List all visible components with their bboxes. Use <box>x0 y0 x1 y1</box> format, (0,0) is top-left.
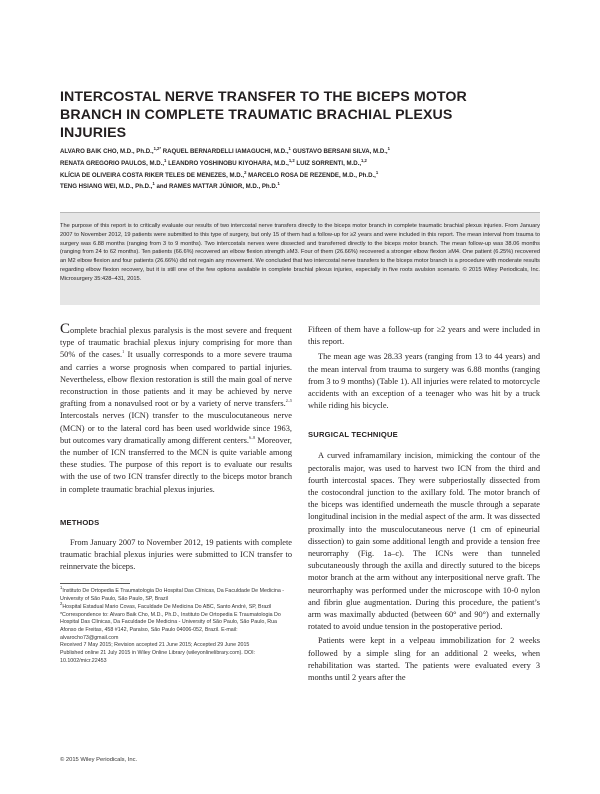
citation: 6–8 <box>248 435 256 441</box>
right-column <box>308 324 540 684</box>
surgical-technique-heading: SURGICAL TECHNIQUE <box>308 430 398 440</box>
correspondence-note: *Correspondence to: Alvaro Baik Cho, M.D., Ph.D., Instituto De Ortopedia E Traumatologia Do Hospital Das Clínicas, Da Faculdade De Medicina - University of São Paulo, São Paulo, Rua Afonso de Freitas, 458 #142, Paraíso, São Paulo 04006-052, Brazil. E-mail: alvarocho73@gmail.com <box>60 611 281 641</box>
footnotes <box>60 585 292 665</box>
author-name: GUSTAVO BERSANI SILVA, M.D., <box>290 148 388 155</box>
methods-paragraph: Fifteen of them have a follow-up for ≥2 years and were included in this report. <box>308 325 540 347</box>
author-name: LEANDRO YOSHINOBU KIYOHARA, M.D., <box>166 159 289 167</box>
abstract-text: The purpose of this report is to critically evaluate our results of two intercostal nerve transfers directly to the biceps motor branch in complete traumatic brachial plexus injuries. From January 2007 to November 2012, 19 patients were submitted to this type of surgery, but only 15 of them had a follow-up for ≥2 years and were included in this report. The mean interval from trauma to surgery was 6.88 months (ranging from 3 to 9 months). Two intercostals nerves were dissected and transferred directly to the biceps motor branch. The mean follow-up was 38.06 months (ranging from 24 to 62 months). Ten patients (66.6%) recovered an elbow flexion strength ≥M3. Four of them (26.66%) recovered a stronger elbow flexion ≥M4. One patient (6.25%) recovered an M2 elbow flexion and four patients (26.66%) did not regain any movement. We concluded that two intercostal nerve transfers to the biceps motor branch is a procedure with moderate results regarding elbow flexion recovery, but it is still one of the few options available in complete brachial plexus injuries, especially in five roots avulsion scenario. © 2015 Wiley Periodicals, Inc. Microsurgery 35:428–431, 2015. <box>60 223 540 282</box>
copyright-line: © 2015 Wiley Periodicals, Inc. <box>60 757 138 763</box>
methods-heading: METHODS <box>60 517 100 527</box>
author-name: LUIZ SORRENTI, M.D., <box>294 159 362 167</box>
citation: 1 <box>122 349 125 355</box>
drop-cap: C <box>60 321 71 337</box>
author-name: and RAMES MATTAR JÚNIOR, M.D., Ph.D. <box>154 183 278 191</box>
affiliation-marker: 1 <box>387 145 390 151</box>
author-list <box>60 146 540 193</box>
affiliation-marker: 1 <box>288 145 291 151</box>
affiliation-marker: 1 <box>164 157 167 163</box>
methods-paragraph: From January 2007 to November 2012, 19 patients with complete traumatic brachial plexus injuries were submitted to ICN transfer to reinnervate the biceps. <box>60 537 292 572</box>
affiliation-marker: 2 <box>244 169 247 175</box>
introduction-paragraph: Complete brachial plexus paralysis is the most severe and frequent type of traumatic brachial plexus injury comprising for more than 50% of the cases.$^1$ It usually corresponds to a more severe trauma and carries a worse prognosis when compared to partial injuries. Nevertheless, elbow flexion restoration is still the main goal of nerve reconstruction in those patients and it may be achieved by nerve grafting from a nonavulsed root or by a variety of nerve transfers.$^{2-5}$ Intercostals nerves (ICN) transfer to the musculocutaneous nerve (MCN) or to the lateral cord has been used worldwide since 1963, but outcomes vary dramatically among different centers.$^{6-8}$ Moreover, the number of ICN transferred to the MCN is quite variable among these studies. The purpose of this report is to evaluate our results with the use of two ICN transfer directly to the biceps motor branch in complete traumatic brachial plexus injuries. <box>60 321 293 494</box>
surgical-paragraph: A curved inframamilary incision, mimicking the contour of the pectoralis major, was used to harvest two ICN from the third and fourth intercostal spaces. They were subperiostally dissected from the costocondral junction to the axillary fold. The motor branch of the biceps was identified underneath the muscle through a separate longitudinal incision in the medial aspect of the arm. It was dissected proximally into the musculocutaneous nerve (1 cm of epineurial dissection) to gain some additional length and provide a tension free neurorraphy (Fig. 1a–c). The ICNs were than tunneled subcutaneously through the axilla and directly sutured to the biceps motor branch at the arm without any interpositional nerve graft. The neurorrhaphy was performed under the microscope with 10-0 nylon and fibrin glue augmentation. During this procedure, the patient’s arm was maximally abducted (between 60° and 90°) and externally rotated to avoid undue tension in the postoperative period. <box>308 451 540 632</box>
author-name: TENG HSIANG WEI, M.D., Ph.D., <box>60 183 153 191</box>
affiliation-marker: 1,2 <box>361 157 367 163</box>
surgical-paragraph: Patients were kept in a velpeau immobilization for 2 weeks followed by a simple sling for an additional 2 weeks, when rehabilitation was started. The patients were evaluated every 3 months until 2 years after the <box>308 636 540 683</box>
article-title: INTERCOSTAL NERVE TRANSFER TO THE BICEPS MOTOR BRANCH IN COMPLETE TRAUMATIC BRACHIAL PLEXUS INJURIES <box>60 89 467 141</box>
author-name: RAQUEL BERNARDELLI IAMAGUCHI, M.D., <box>161 148 289 155</box>
author-name: MARCELO ROSA DE REZENDE, M.D., Ph.D., <box>246 171 376 179</box>
author-name: ALVARO BAIK CHO, M.D., Ph.D., <box>60 148 154 155</box>
author-name: KLÍCIA DE OLIVEIRA COSTA RIKER TELES DE MENEZES, M.D., <box>60 171 245 179</box>
affiliation-marker: 1,2 <box>288 157 295 163</box>
affiliation-marker: 1 <box>277 181 280 187</box>
affiliation-marker: 1 <box>152 181 155 187</box>
affiliation-marker: 1,2* <box>153 145 162 151</box>
left-column <box>60 321 293 665</box>
affiliation-note: $^2$Hospital Estadual Mario Covas, Faculdade De Medicina Do ABC, Santo André, SP, Brazil <box>60 601 272 610</box>
affiliation-note: $^1$Instituto De Ortopedia E Traumatologia Do Hospital Das Clínicas, Da Faculdade De Medicina - University of São Paulo, São Paulo, SP, Brazil <box>60 585 285 603</box>
publication-info: Published online 21 July 2015 in Wiley Online Library (wileyonlinelibrary.com). DOI: 10.1002/micr.22453 <box>60 650 256 664</box>
received-dates: Received 7 May 2015; Revision accepted 21 June 2015; Accepted 29 June 2015 <box>60 642 250 649</box>
citation: 2–5 <box>285 398 292 404</box>
author-name: RENATA GREGORIO PAULOS, M.D., <box>60 159 165 167</box>
footnote-divider <box>60 583 130 584</box>
methods-paragraph: The mean age was 28.33 years (ranging from 13 to 44 years) and the mean interval from trauma to surgery was 6.88 months (ranging from 3 to 9 months) (Table 1). All injuries were related to motorcycle accidents with an exception of a teenager who was hit by a truck while riding his bicycle. <box>308 352 540 411</box>
affiliation-marker: 1 <box>375 169 379 175</box>
